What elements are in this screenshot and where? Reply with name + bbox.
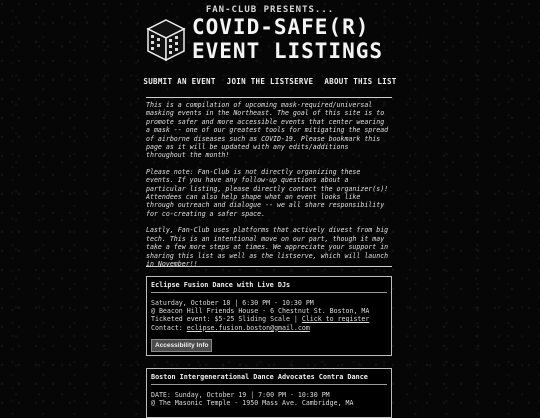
page-title — [192, 15, 383, 63]
event-datetime: Saturday, October 18 | 6:30 PM - 10:30 PM — [151, 299, 314, 307]
event-divider — [151, 384, 387, 385]
event-card — [146, 368, 392, 418]
event-location: @ Beacon Hill Friends House - 6 Chestnut St. Boston, MA — [151, 307, 370, 316]
event-location: @ The Masonic Temple - 1950 Mass Ave. Cambridge, MA — [151, 399, 354, 408]
intro-paragraph-1: This is a compilation of upcoming mask-required/universal masking events in the Northeast. The goal of this site is to promote safer and more accessible events that center wearing a mask -- one of our greatest tools for mitigating the spread of airborne diseases such as COVID-19. Please bookmark this page as it will be updated with any edits/additions throughout the month! — [146, 101, 389, 160]
intro-paragraph-2: Please note: Fan-Club is not directly organizing these events. If you have any follow-up questions about a particular listing, please directly contact the organizer(s)! Attendees can also help shape what an event looks like through outreach and dialogue -- we all share responsibility for co-creating a safer space. — [146, 167, 389, 218]
contact-email-link[interactable]: eclipse.fusion.boston@gmail.com — [186, 323, 310, 332]
title-line-2: EVENT LISTINGS — [192, 39, 384, 63]
header-subtitle: FAN-CLUB PRESENTS... — [205, 5, 335, 15]
main-nav — [0, 77, 540, 86]
title-line-1: COVID-SAFE(R) — [192, 15, 370, 39]
register-link[interactable]: Click to register — [301, 315, 370, 324]
event-ticket: Ticketed event: $5-25 Sliding Scale | Click to register — [151, 315, 370, 324]
divider-top — [146, 97, 392, 98]
event-datetime: DATE: Sunday, October 19 | 7:00 PM - 10:30 PM — [151, 391, 330, 399]
nav-join-listserve[interactable]: JOIN THE LISTSERVE — [226, 77, 314, 86]
event-contact: Contact: eclipse.fusion.boston@gmail.com — [151, 323, 310, 332]
accessibility-info-button[interactable]: Accessibility Info — [151, 339, 212, 352]
event-title: Eclipse Fusion Dance with Live DJs — [151, 281, 291, 289]
divider-bottom — [146, 266, 392, 267]
nav-about[interactable]: ABOUT THIS LIST — [324, 77, 397, 86]
intro-text — [146, 101, 392, 276]
event-divider — [151, 292, 387, 293]
building-logo-icon — [146, 18, 186, 62]
event-card — [146, 276, 392, 356]
intro-paragraph-3: Lastly, Fan-Club uses platforms that actively divest from big tech. This is an intentional move on our part, though it may take a few more steps at times. We appreciate your support in sharing this list as well as the listserve, which will launch in November!! — [146, 226, 389, 268]
nav-submit-event[interactable]: SUBMIT AN EVENT — [143, 77, 216, 86]
event-title: Boston Intergenerational Dance Advocates Contra Dance — [151, 373, 368, 381]
